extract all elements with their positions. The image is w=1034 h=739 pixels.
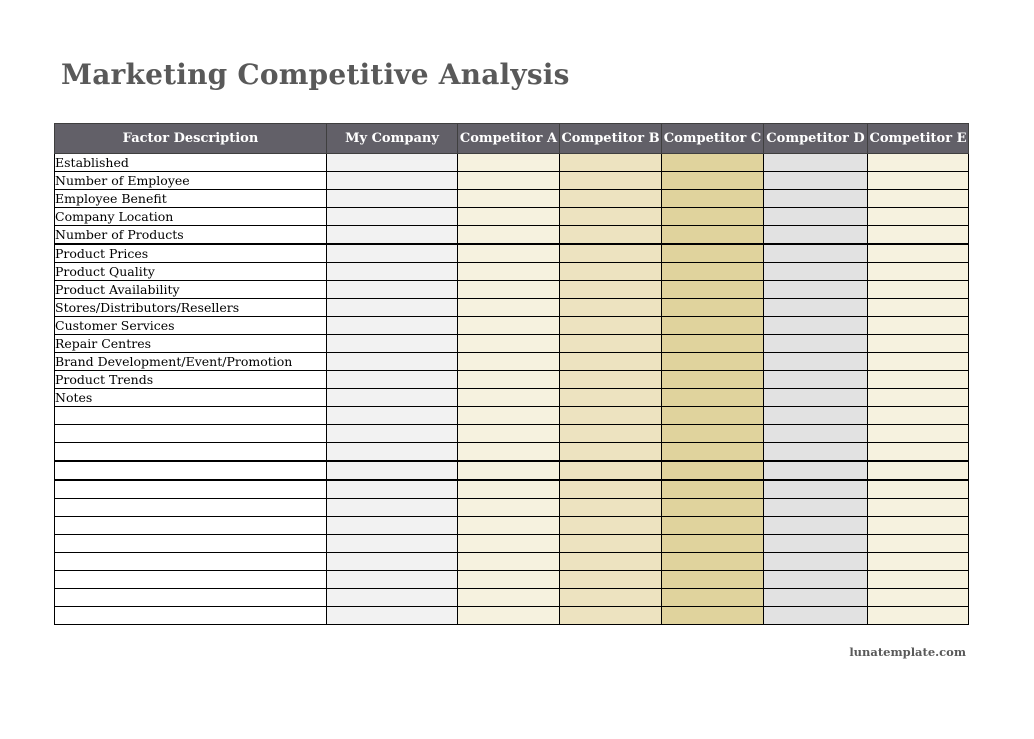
competitor-b-cell[interactable] <box>560 407 662 425</box>
competitor-d-cell[interactable] <box>764 607 868 625</box>
competitor-d-cell[interactable] <box>764 244 868 263</box>
competitor-d-cell[interactable] <box>764 517 868 535</box>
competitor-a-cell[interactable] <box>458 517 560 535</box>
competitor-c-cell[interactable] <box>662 461 764 480</box>
my-company-cell[interactable] <box>327 353 458 371</box>
competitor-e-cell[interactable] <box>868 172 969 190</box>
competitor-b-cell[interactable] <box>560 281 662 299</box>
my-company-cell[interactable] <box>327 499 458 517</box>
competitor-b-cell[interactable] <box>560 154 662 172</box>
competitor-a-cell[interactable] <box>458 299 560 317</box>
my-company-cell[interactable] <box>327 281 458 299</box>
competitor-e-cell[interactable] <box>868 371 969 389</box>
my-company-cell[interactable] <box>327 208 458 226</box>
competitor-d-cell[interactable] <box>764 208 868 226</box>
header-competitor-c: Competitor C <box>662 124 764 154</box>
competitor-c-cell[interactable] <box>662 335 764 353</box>
competitor-b-cell[interactable] <box>560 190 662 208</box>
competitor-c-cell[interactable] <box>662 499 764 517</box>
competitor-b-cell[interactable] <box>560 353 662 371</box>
factor-description-cell[interactable] <box>55 517 327 535</box>
factor-description-cell[interactable] <box>55 443 327 462</box>
header-row <box>55 124 969 154</box>
competitor-d-cell[interactable] <box>764 535 868 553</box>
my-company-cell[interactable] <box>327 589 458 607</box>
factor-description-cell[interactable]: Product Quality <box>55 263 327 281</box>
competitor-d-cell[interactable] <box>764 389 868 407</box>
my-company-cell[interactable] <box>327 461 458 480</box>
header-my-company: My Company <box>327 124 458 154</box>
factor-description-cell[interactable] <box>55 461 327 480</box>
table-row <box>55 535 969 553</box>
competitor-d-cell[interactable] <box>764 172 868 190</box>
competitor-d-cell[interactable] <box>764 317 868 335</box>
factor-description-cell[interactable]: Company Location <box>55 208 327 226</box>
competitor-a-cell[interactable] <box>458 263 560 281</box>
competitor-e-cell[interactable] <box>868 389 969 407</box>
factor-description-cell[interactable]: Customer Services <box>55 317 327 335</box>
competitor-e-cell[interactable] <box>868 263 969 281</box>
competitor-a-cell[interactable] <box>458 407 560 425</box>
competitor-a-cell[interactable] <box>458 389 560 407</box>
my-company-cell[interactable] <box>327 263 458 281</box>
table-row <box>55 154 969 172</box>
my-company-cell[interactable] <box>327 553 458 571</box>
competitor-c-cell[interactable] <box>662 607 764 625</box>
competitor-e-cell[interactable] <box>868 154 969 172</box>
my-company-cell[interactable] <box>327 190 458 208</box>
competitor-e-cell[interactable] <box>868 443 969 462</box>
competitor-b-cell[interactable] <box>560 517 662 535</box>
table-row <box>55 208 969 226</box>
table-row <box>55 244 969 263</box>
competitor-e-cell[interactable] <box>868 208 969 226</box>
competitor-e-cell[interactable] <box>868 553 969 571</box>
competitor-b-cell[interactable] <box>560 425 662 443</box>
competitor-b-cell[interactable] <box>560 371 662 389</box>
competitor-a-cell[interactable] <box>458 571 560 589</box>
competitor-a-cell[interactable] <box>458 535 560 553</box>
header-competitor-a: Competitor A <box>458 124 560 154</box>
factor-description-cell[interactable]: Product Prices <box>55 244 327 263</box>
factor-description-cell[interactable] <box>55 499 327 517</box>
competitor-c-cell[interactable] <box>662 443 764 462</box>
table-row <box>55 499 969 517</box>
footer-website: lunatemplate.com <box>849 645 966 659</box>
competitor-d-cell[interactable] <box>764 226 868 245</box>
table-row <box>55 172 969 190</box>
competitor-b-cell[interactable] <box>560 208 662 226</box>
competitor-c-cell[interactable] <box>662 353 764 371</box>
competitor-d-cell[interactable] <box>764 154 868 172</box>
competitor-d-cell[interactable] <box>764 371 868 389</box>
competitor-d-cell[interactable] <box>764 499 868 517</box>
competitor-b-cell[interactable] <box>560 461 662 480</box>
competitor-e-cell[interactable] <box>868 335 969 353</box>
competitor-d-cell[interactable] <box>764 281 868 299</box>
my-company-cell[interactable] <box>327 535 458 553</box>
factor-description-cell[interactable] <box>55 480 327 499</box>
competitor-a-cell[interactable] <box>458 371 560 389</box>
my-company-cell[interactable] <box>327 244 458 263</box>
competitor-c-cell[interactable] <box>662 208 764 226</box>
table-row <box>55 371 969 389</box>
competitor-c-cell[interactable] <box>662 371 764 389</box>
competitive-analysis-table <box>54 123 969 625</box>
competitor-e-cell[interactable] <box>868 353 969 371</box>
competitor-d-cell[interactable] <box>764 443 868 462</box>
competitor-d-cell[interactable] <box>764 190 868 208</box>
competitor-e-cell[interactable] <box>868 535 969 553</box>
table-row <box>55 226 969 245</box>
competitor-d-cell[interactable] <box>764 425 868 443</box>
factor-description-cell[interactable] <box>55 589 327 607</box>
competitor-b-cell[interactable] <box>560 299 662 317</box>
factor-description-cell[interactable] <box>55 407 327 425</box>
competitor-b-cell[interactable] <box>560 607 662 625</box>
table-row <box>55 190 969 208</box>
competitor-a-cell[interactable] <box>458 154 560 172</box>
competitor-e-cell[interactable] <box>868 517 969 535</box>
my-company-cell[interactable] <box>327 607 458 625</box>
competitor-b-cell[interactable] <box>560 244 662 263</box>
my-company-cell[interactable] <box>327 335 458 353</box>
factor-description-cell[interactable]: Stores/Distributors/Resellers <box>55 299 327 317</box>
competitor-c-cell[interactable] <box>662 571 764 589</box>
competitor-b-cell[interactable] <box>560 499 662 517</box>
competitor-c-cell[interactable] <box>662 480 764 499</box>
my-company-cell[interactable] <box>327 371 458 389</box>
competitor-c-cell[interactable] <box>662 589 764 607</box>
factor-description-cell[interactable]: Product Availability <box>55 281 327 299</box>
competitor-c-cell[interactable] <box>662 281 764 299</box>
competitor-b-cell[interactable] <box>560 317 662 335</box>
competitor-c-cell[interactable] <box>662 407 764 425</box>
table-body <box>55 154 969 625</box>
competitor-b-cell[interactable] <box>560 589 662 607</box>
my-company-cell[interactable] <box>327 425 458 443</box>
competitor-b-cell[interactable] <box>560 480 662 499</box>
competitor-b-cell[interactable] <box>560 389 662 407</box>
competitor-a-cell[interactable] <box>458 589 560 607</box>
my-company-cell[interactable] <box>327 407 458 425</box>
competitor-d-cell[interactable] <box>764 407 868 425</box>
competitor-d-cell[interactable] <box>764 480 868 499</box>
competitor-a-cell[interactable] <box>458 461 560 480</box>
factor-description-cell[interactable] <box>55 425 327 443</box>
my-company-cell[interactable] <box>327 172 458 190</box>
competitor-c-cell[interactable] <box>662 425 764 443</box>
competitor-e-cell[interactable] <box>868 190 969 208</box>
competitor-a-cell[interactable] <box>458 607 560 625</box>
competitor-a-cell[interactable] <box>458 244 560 263</box>
table-row <box>55 317 969 335</box>
factor-description-cell[interactable]: Employee Benefit <box>55 190 327 208</box>
competitor-a-cell[interactable] <box>458 226 560 245</box>
table-row <box>55 353 969 371</box>
competitor-a-cell[interactable] <box>458 443 560 462</box>
competitor-a-cell[interactable] <box>458 425 560 443</box>
competitor-d-cell[interactable] <box>764 553 868 571</box>
header-competitor-e: Competitor E <box>868 124 969 154</box>
competitor-a-cell[interactable] <box>458 353 560 371</box>
competitor-c-cell[interactable] <box>662 517 764 535</box>
competitor-a-cell[interactable] <box>458 208 560 226</box>
competitor-c-cell[interactable] <box>662 299 764 317</box>
table-row <box>55 480 969 499</box>
table-row <box>55 517 969 535</box>
my-company-cell[interactable] <box>327 154 458 172</box>
my-company-cell[interactable] <box>327 480 458 499</box>
competitor-e-cell[interactable] <box>868 226 969 245</box>
my-company-cell[interactable] <box>327 389 458 407</box>
factor-description-cell[interactable]: Product Trends <box>55 371 327 389</box>
competitor-e-cell[interactable] <box>868 281 969 299</box>
table-row <box>55 461 969 480</box>
table-row <box>55 263 969 281</box>
competitor-a-cell[interactable] <box>458 499 560 517</box>
competitor-e-cell[interactable] <box>868 571 969 589</box>
competitor-a-cell[interactable] <box>458 480 560 499</box>
competitor-a-cell[interactable] <box>458 281 560 299</box>
competitor-d-cell[interactable] <box>764 263 868 281</box>
competitor-e-cell[interactable] <box>868 589 969 607</box>
table-row <box>55 571 969 589</box>
table-row <box>55 589 969 607</box>
competitor-a-cell[interactable] <box>458 335 560 353</box>
factor-description-cell[interactable] <box>55 607 327 625</box>
factor-description-cell[interactable]: Established <box>55 154 327 172</box>
factor-description-cell[interactable]: Repair Centres <box>55 335 327 353</box>
table-row <box>55 443 969 462</box>
table-row <box>55 607 969 625</box>
competitor-a-cell[interactable] <box>458 172 560 190</box>
factor-description-cell[interactable] <box>55 535 327 553</box>
table-row <box>55 425 969 443</box>
competitor-c-cell[interactable] <box>662 190 764 208</box>
competitor-c-cell[interactable] <box>662 317 764 335</box>
competitor-b-cell[interactable] <box>560 443 662 462</box>
table-row <box>55 389 969 407</box>
competitor-c-cell[interactable] <box>662 226 764 245</box>
competitor-b-cell[interactable] <box>560 263 662 281</box>
competitor-c-cell[interactable] <box>662 263 764 281</box>
my-company-cell[interactable] <box>327 517 458 535</box>
my-company-cell[interactable] <box>327 571 458 589</box>
table-row <box>55 407 969 425</box>
factor-description-cell[interactable]: Number of Employee <box>55 172 327 190</box>
my-company-cell[interactable] <box>327 299 458 317</box>
competitor-c-cell[interactable] <box>662 172 764 190</box>
competitor-b-cell[interactable] <box>560 172 662 190</box>
competitor-b-cell[interactable] <box>560 535 662 553</box>
my-company-cell[interactable] <box>327 443 458 462</box>
factor-description-cell[interactable]: Brand Development/Event/Promotion <box>55 353 327 371</box>
my-company-cell[interactable] <box>327 226 458 245</box>
competitor-b-cell[interactable] <box>560 335 662 353</box>
competitor-a-cell[interactable] <box>458 553 560 571</box>
competitor-e-cell[interactable] <box>868 317 969 335</box>
competitor-d-cell[interactable] <box>764 461 868 480</box>
competitor-e-cell[interactable] <box>868 499 969 517</box>
competitor-c-cell[interactable] <box>662 535 764 553</box>
competitor-e-cell[interactable] <box>868 244 969 263</box>
competitor-c-cell[interactable] <box>662 389 764 407</box>
competitor-d-cell[interactable] <box>764 335 868 353</box>
factor-description-cell[interactable]: Notes <box>55 389 327 407</box>
table-row <box>55 299 969 317</box>
my-company-cell[interactable] <box>327 317 458 335</box>
competitor-d-cell[interactable] <box>764 589 868 607</box>
competitor-e-cell[interactable] <box>868 407 969 425</box>
competitor-b-cell[interactable] <box>560 553 662 571</box>
competitor-d-cell[interactable] <box>764 571 868 589</box>
page-title: Marketing Competitive Analysis <box>61 58 570 91</box>
header-factor-description: Factor Description <box>55 124 327 154</box>
competitor-d-cell[interactable] <box>764 353 868 371</box>
factor-description-cell[interactable] <box>55 571 327 589</box>
header-competitor-d: Competitor D <box>764 124 868 154</box>
competitor-a-cell[interactable] <box>458 190 560 208</box>
competitor-e-cell[interactable] <box>868 480 969 499</box>
competitor-e-cell[interactable] <box>868 299 969 317</box>
header-competitor-b: Competitor B <box>560 124 662 154</box>
table-row <box>55 553 969 571</box>
competitor-e-cell[interactable] <box>868 461 969 480</box>
competitor-a-cell[interactable] <box>458 317 560 335</box>
competitor-c-cell[interactable] <box>662 154 764 172</box>
table-row <box>55 335 969 353</box>
competitor-e-cell[interactable] <box>868 425 969 443</box>
competitor-b-cell[interactable] <box>560 226 662 245</box>
factor-description-cell[interactable] <box>55 553 327 571</box>
competitor-c-cell[interactable] <box>662 553 764 571</box>
competitor-c-cell[interactable] <box>662 244 764 263</box>
factor-description-cell[interactable]: Number of Products <box>55 226 327 245</box>
competitor-b-cell[interactable] <box>560 571 662 589</box>
table-row <box>55 281 969 299</box>
competitor-d-cell[interactable] <box>764 299 868 317</box>
competitor-e-cell[interactable] <box>868 607 969 625</box>
